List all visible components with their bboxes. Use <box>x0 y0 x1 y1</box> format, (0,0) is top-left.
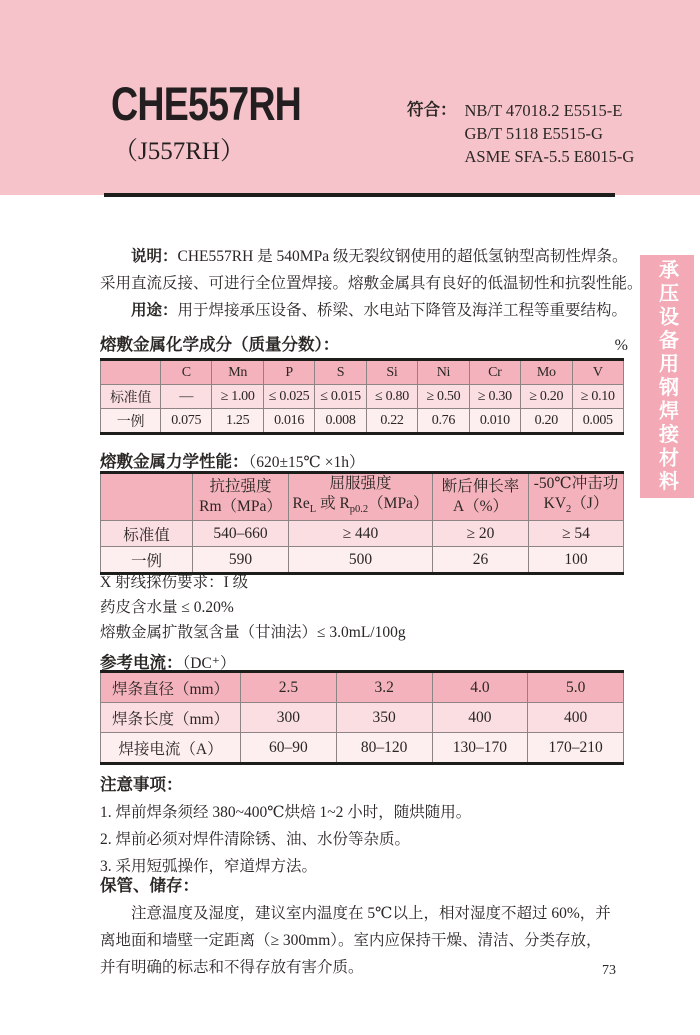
amperage-row <box>101 733 624 764</box>
chem-value: — <box>161 385 212 409</box>
current-value: 350 <box>336 703 432 733</box>
chem-col-header: V <box>572 360 624 385</box>
standard-line: ASME SFA-5.5 E8015-G <box>464 147 635 166</box>
chem-value: ≥ 0.20 <box>521 385 572 409</box>
chem-value: 0.008 <box>315 409 366 434</box>
current-value: 80–120 <box>336 733 432 764</box>
mech-col-tensile: 抗拉强度 Rm（MPa） <box>193 473 289 521</box>
description-label: 说明： <box>131 248 178 265</box>
row-label: 一例 <box>101 409 161 434</box>
row-label: 焊接电流（A） <box>101 733 241 764</box>
chem-value: 0.016 <box>263 409 314 434</box>
product-alias: （J557RH） <box>113 138 245 165</box>
chem-value: ≤ 0.80 <box>366 385 417 409</box>
chem-unit: % <box>614 337 628 354</box>
banner-divider-rule <box>104 193 615 197</box>
chem-value: ≥ 0.30 <box>469 385 520 409</box>
current-table <box>100 670 624 765</box>
chem-col-header: C <box>161 360 212 385</box>
moisture-requirement: 药皮含水量 ≤ 0.20% <box>100 599 234 616</box>
header-banner <box>0 0 700 195</box>
mech-corner-cell <box>101 473 193 521</box>
chem-section-title: 熔敷金属化学成分（质量分数）： <box>100 336 340 354</box>
chem-col-header: Si <box>366 360 417 385</box>
mech-table <box>100 471 624 575</box>
chem-value: 0.22 <box>366 409 417 434</box>
current-value: 5.0 <box>528 672 624 703</box>
chem-value: 0.010 <box>469 409 520 434</box>
chem-col-header: P <box>263 360 314 385</box>
page-number: 73 <box>602 963 616 978</box>
hydrogen-requirement: 熔敷金属扩散氢含量（甘油法）≤ 3.0mL/100g <box>100 624 406 641</box>
current-value: 300 <box>241 703 337 733</box>
standards-list <box>465 99 635 168</box>
chem-value: 0.20 <box>521 409 572 434</box>
usage-text: 用于焊接承压设备、桥梁、水电站下降管及海洋工程等重要结构。 <box>177 302 628 319</box>
current-value: 4.0 <box>432 672 528 703</box>
mech-value: 540–660 <box>193 521 289 547</box>
mech-table-wrap <box>100 471 628 575</box>
standard-line: NB/T 47018.2 E5515-E <box>464 101 623 120</box>
storage-line: 并有明确的标志和不得存放有害介质。 <box>100 959 364 976</box>
mech-condition: （620±15℃ ×1h） <box>248 454 365 471</box>
notes-title: 注意事项： <box>100 776 183 794</box>
current-value: 60–90 <box>241 733 337 764</box>
note-item: 1. 焊前焊条须经 380~400℃烘焙 1~2 小时，随烘随用。 <box>100 804 472 821</box>
chem-corner-cell <box>101 360 161 385</box>
usage-line <box>100 297 628 324</box>
chem-table-wrap <box>100 358 628 435</box>
chem-standard-row <box>101 385 624 409</box>
chem-example-row <box>101 409 624 434</box>
note-item: 3. 采用短弧操作，窄道焊方法。 <box>100 858 318 875</box>
compliance-block <box>407 99 634 168</box>
current-value: 170–210 <box>528 733 624 764</box>
mech-value: 26 <box>433 547 529 574</box>
current-value: 400 <box>528 703 624 733</box>
chem-col-header: Mn <box>212 360 263 385</box>
row-label: 标准值 <box>101 521 193 547</box>
note-item: 2. 焊前必须对焊件清除锈、油、水份等杂质。 <box>100 831 411 848</box>
chem-col-header: Mo <box>521 360 572 385</box>
compliance-label: 符合： <box>407 101 457 119</box>
chem-value: 0.005 <box>572 409 624 434</box>
mech-value: ≥ 20 <box>433 521 529 547</box>
description-line <box>100 243 628 270</box>
chem-value: 0.075 <box>161 409 212 434</box>
current-value: 400 <box>432 703 528 733</box>
xray-requirement: X 射线探伤要求：I 级 <box>100 574 249 591</box>
mech-section-title: 熔敷金属力学性能：（620±15℃ ×1h） <box>100 453 365 471</box>
chem-col-header: Cr <box>469 360 520 385</box>
current-condition: （DC⁺） <box>182 655 236 672</box>
current-section-title: 参考电流：（DC⁺） <box>100 654 236 672</box>
mech-value: ≥ 440 <box>289 521 433 547</box>
description-text: CHE557RH 是 540MPa 级无裂纹钢使用的超低氢钠型高韧性焊条。 <box>177 248 628 265</box>
chem-value: ≥ 0.50 <box>418 385 469 409</box>
mech-col-yield: 屈服强度 $Re_L$ 或 $R_{p0.2}(MPa)$ <box>289 473 433 521</box>
current-value: 3.2 <box>336 672 432 703</box>
storage-section <box>100 873 628 981</box>
row-label: 标准值 <box>101 385 161 409</box>
description-section <box>100 243 643 324</box>
usage-label: 用途： <box>131 302 178 319</box>
chem-value: 0.76 <box>418 409 469 434</box>
diameter-row <box>101 672 624 703</box>
category-side-tab-label: 承压设备用钢焊接材料 <box>655 259 678 494</box>
chem-value: ≥ 1.00 <box>212 385 263 409</box>
chem-value: 1.25 <box>212 409 263 434</box>
standard-line: GB/T 5118 E5515-G <box>464 124 603 143</box>
mech-header-row <box>101 473 624 521</box>
chem-table <box>100 358 624 435</box>
product-model: CHE557RH <box>111 77 302 130</box>
requirements-section <box>100 570 628 645</box>
row-label: 焊条直径（mm） <box>101 672 241 703</box>
description-line <box>100 270 643 297</box>
length-row <box>101 703 624 733</box>
mech-standard-row <box>101 521 624 547</box>
chem-title-row <box>100 331 644 355</box>
current-value: 130–170 <box>432 733 528 764</box>
notes-section <box>100 772 628 880</box>
chem-value: ≤ 0.025 <box>263 385 314 409</box>
current-table-wrap <box>100 670 628 765</box>
chem-value: ≥ 0.10 <box>572 385 624 409</box>
chem-value: ≤ 0.015 <box>315 385 366 409</box>
current-value: 2.5 <box>241 672 337 703</box>
category-side-tab <box>640 255 694 498</box>
mech-value: ≥ 54 <box>529 521 624 547</box>
mech-col-elongation: 断后伸长率 A（%） <box>433 473 529 521</box>
chem-col-header: Ni <box>418 360 469 385</box>
mech-value: 100 <box>529 547 624 574</box>
storage-line: 注意温度及湿度，建议室内温度在 5℃以上，相对湿度不超过 60%，并 <box>131 905 611 922</box>
mech-title-row <box>100 448 628 472</box>
chem-col-header: S <box>315 360 366 385</box>
row-label: 焊条长度（mm） <box>101 703 241 733</box>
storage-line: 离地面和墙壁一定距离（≥ 300mm）。室内应保持干燥、清洁、分类存放， <box>100 932 602 949</box>
mech-col-impact: -50℃冲击功 $KV_2(J)$ <box>529 473 624 521</box>
chem-header-row <box>101 360 624 385</box>
mech-value: 590 <box>193 547 289 574</box>
description-text: 采用直流反接、可进行全位置焊接。熔敷金属具有良好的低温韧性和抗裂性能。 <box>100 275 643 292</box>
row-label: 一例 <box>101 547 193 574</box>
mech-value: 500 <box>289 547 433 574</box>
storage-title: 保管、储存： <box>100 877 199 895</box>
